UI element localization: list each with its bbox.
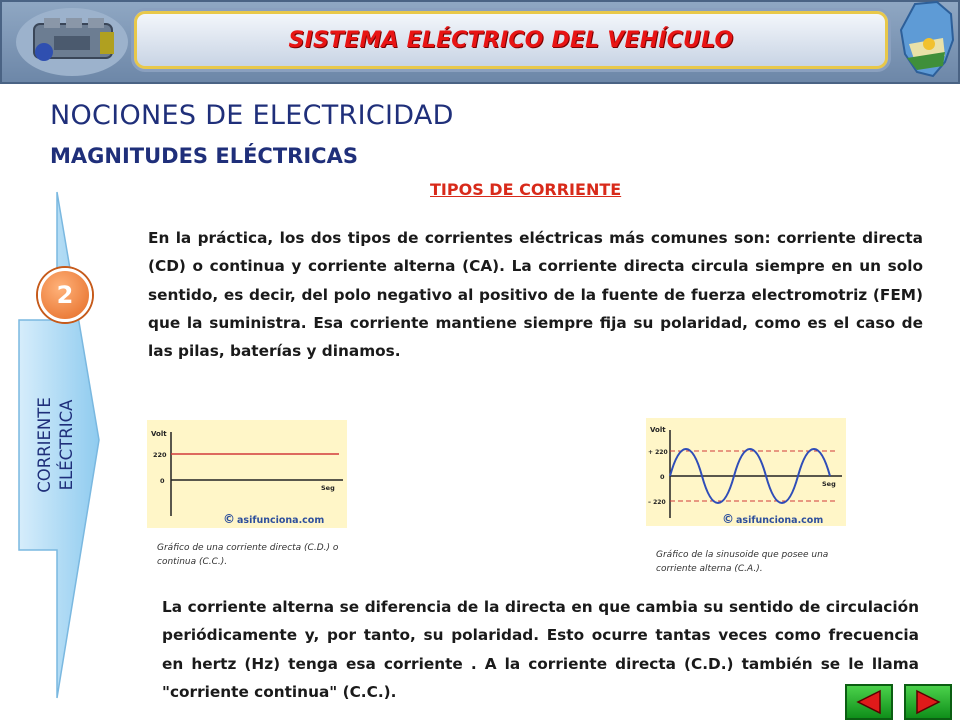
map-logo-icon bbox=[895, 0, 957, 80]
alternating-paragraph: La corriente alterna se diferencia de la directa en que cambia su sentido de circulación periódicamente y, por tanto, su polaridad. Esto ocurre tantas veces como frecuencia en hertz (Hz) tenga esa corriente . A la corriente directa (C.D.) también se le llama "corriente continua" (C.C.). bbox=[162, 598, 919, 701]
intro-paragraph: En la práctica, los dos tipos de corrientes eléctricas más comunes son: corriente directa (CD) o continua y corriente alterna (CA). La corriente directa circula siempre en un solo sentido, es decir, del polo negativo al positivo de la fuente de fuerza electromotriz (FEM) que la suministra. Esa corriente mantiene siempre fija su polaridad, como es el caso de las pilas, baterías y dinamos. bbox=[148, 229, 923, 361]
previous-slide-button[interactable] bbox=[845, 684, 893, 720]
title-pill bbox=[131, 8, 891, 72]
ac-y-label: Volt bbox=[650, 426, 666, 434]
ac-watermark: asifunciona.com bbox=[736, 515, 824, 526]
ac-x-label: Seg bbox=[822, 480, 836, 488]
side-label bbox=[34, 345, 94, 545]
dc-x-label: Seg bbox=[321, 484, 335, 492]
dc-caption: Gráfico de una corriente directa (C.D.) o continua (C.C.). bbox=[157, 543, 339, 567]
dc-y-label: Volt bbox=[151, 430, 167, 438]
section-heading: TIPOS DE CORRIENTE bbox=[430, 180, 622, 199]
main-heading: NOCIONES DE ELECTRICIDAD bbox=[50, 100, 454, 131]
ac-copyright-mark: © bbox=[722, 512, 734, 526]
ac-tick-0: 0 bbox=[660, 473, 665, 481]
dc-tick-0: 0 bbox=[160, 477, 165, 485]
dc-graph bbox=[147, 420, 347, 528]
next-slide-button[interactable] bbox=[904, 684, 952, 720]
engine-logo-icon bbox=[14, 6, 130, 78]
ac-graph bbox=[646, 418, 846, 526]
step-badge: 2 bbox=[38, 268, 92, 322]
triangle-right-icon bbox=[913, 689, 943, 715]
dc-copyright-mark: © bbox=[223, 512, 235, 526]
ac-tick-pos: + 220 bbox=[648, 449, 668, 456]
side-label-line2: ELÉCTRICA bbox=[57, 399, 76, 491]
sub-heading: MAGNITUDES ELÉCTRICAS bbox=[50, 144, 358, 168]
ac-caption: Gráfico de la sinusoide que posee una corriente alterna (C.A.). bbox=[656, 550, 829, 574]
dc-watermark: asifunciona.com bbox=[237, 515, 325, 526]
triangle-left-icon bbox=[854, 689, 884, 715]
page-title: SISTEMA ELÉCTRICO DEL VEHÍCULO bbox=[288, 27, 734, 53]
side-label-line1: CORRIENTE bbox=[35, 397, 54, 493]
dc-tick-220: 220 bbox=[153, 451, 167, 459]
ac-tick-neg: – 220 bbox=[648, 499, 666, 506]
